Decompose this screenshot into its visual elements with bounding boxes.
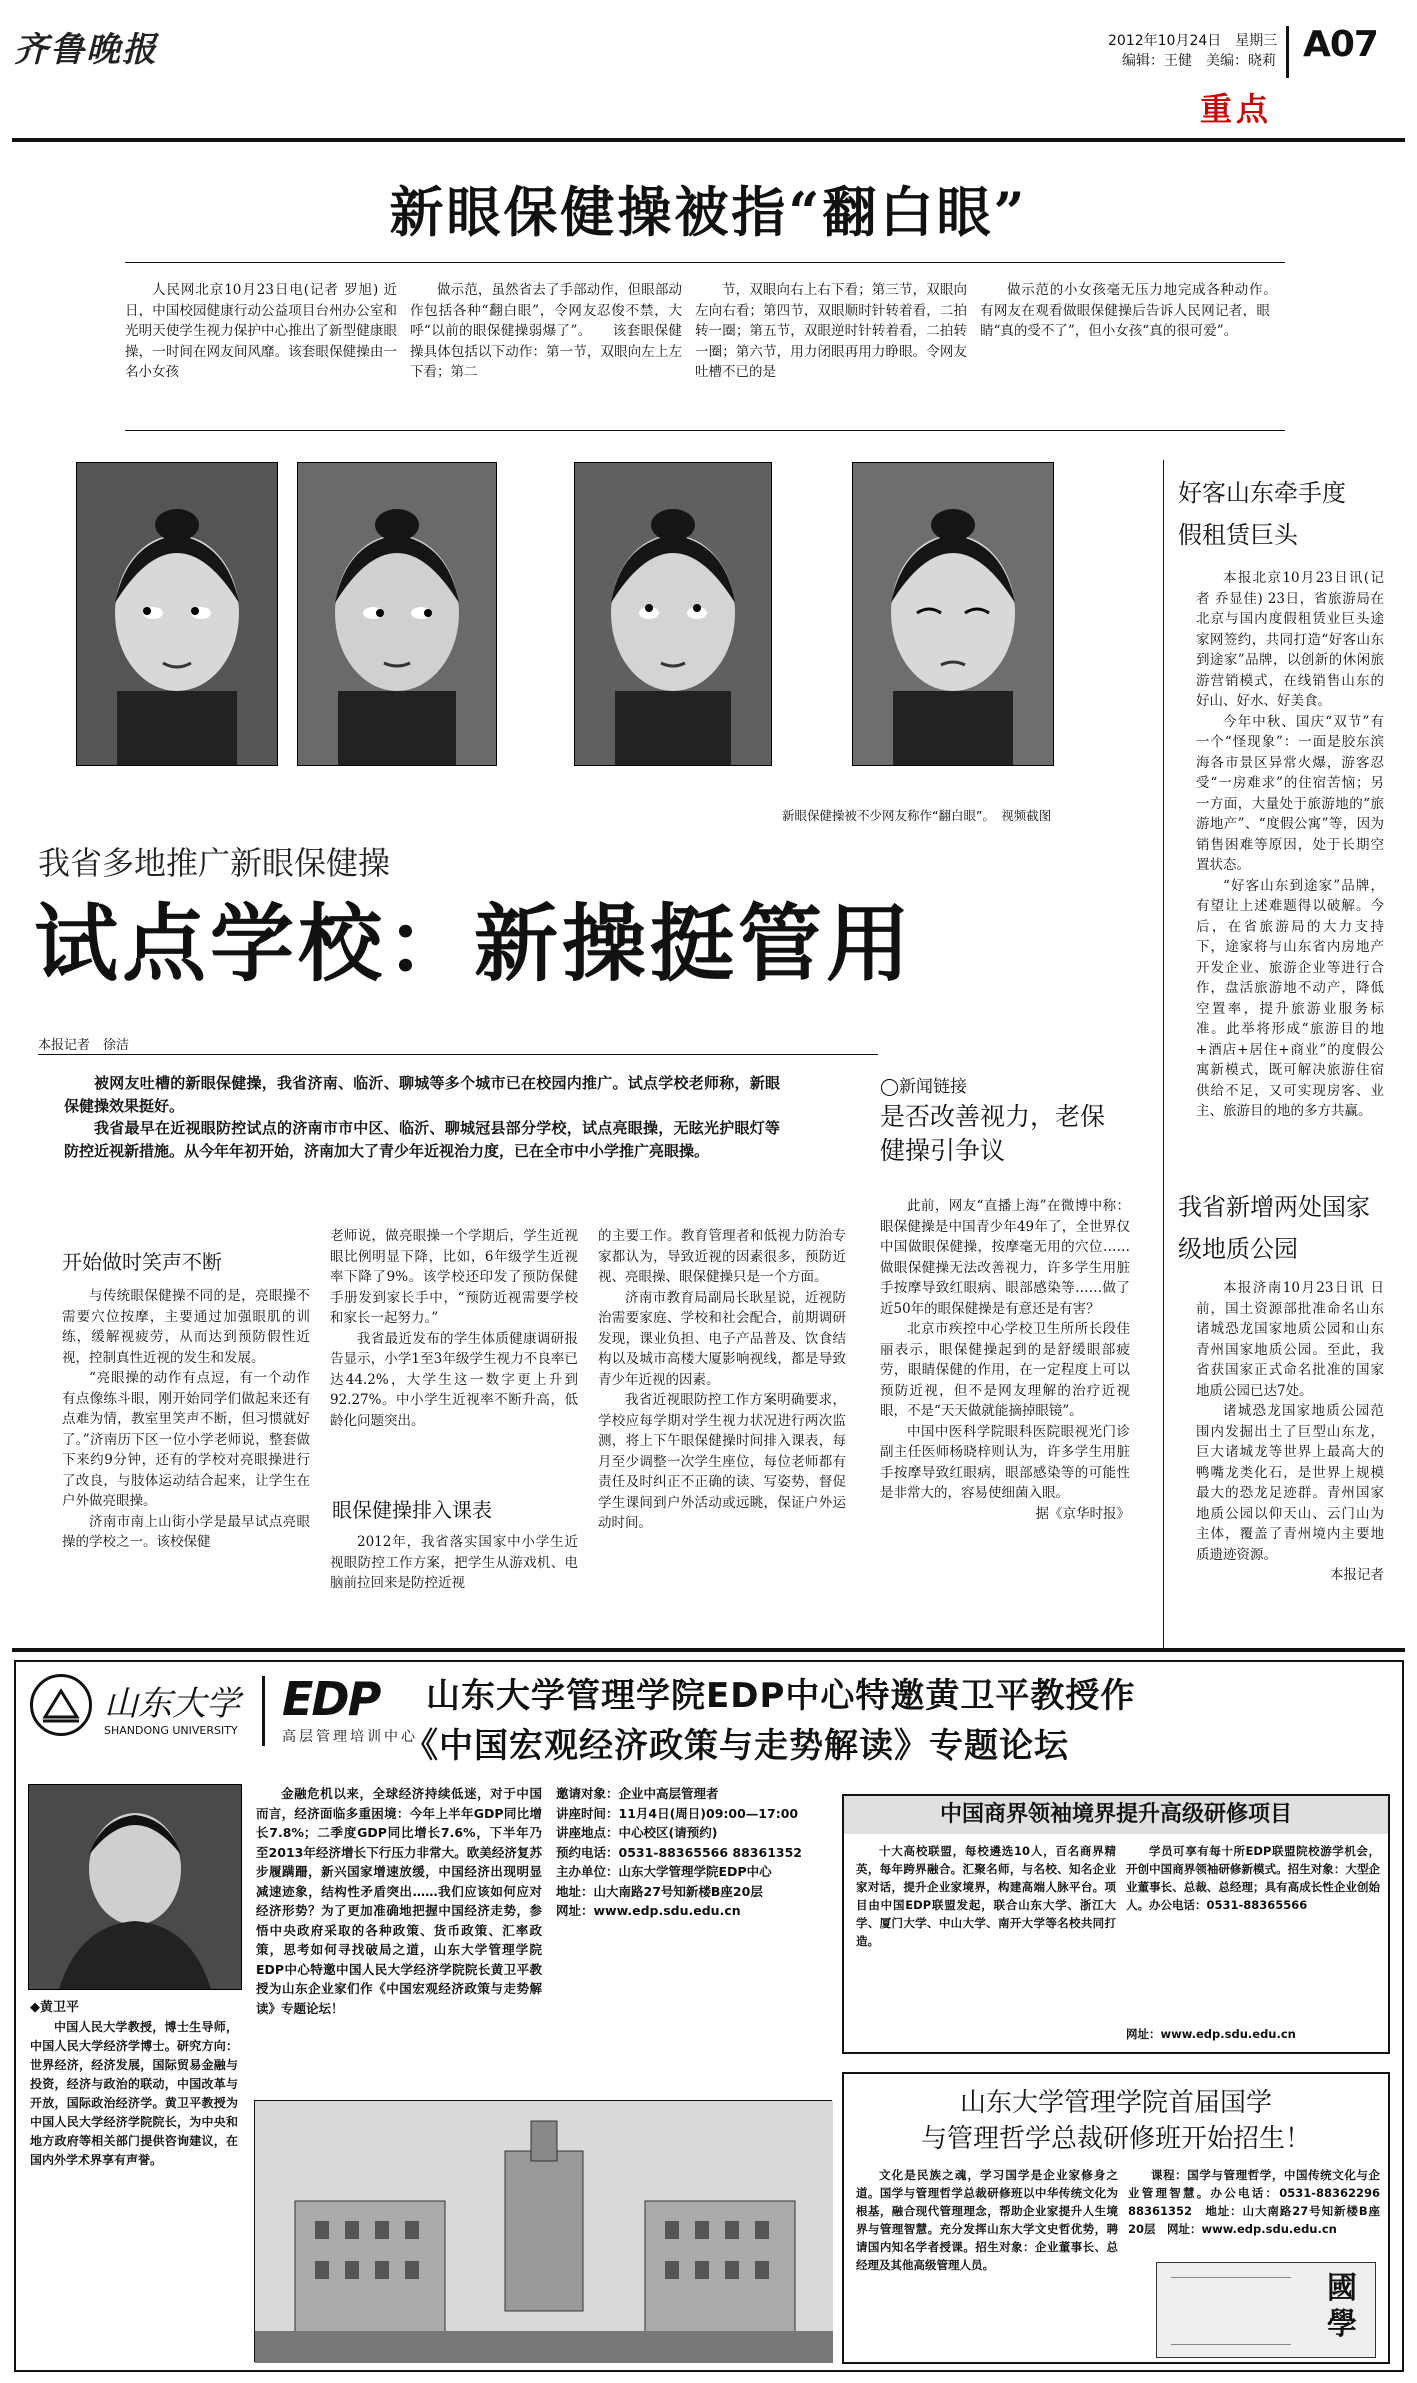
shandong-university-logo-icon (30, 1674, 92, 1736)
edp-logo: EDP (282, 1672, 380, 1726)
main-col-1: 与传统眼保健操不同的是，亮眼操不需要穴位按摩，主要通过加强眼肌的训练，缓解视疲劳，从而达到预防假性近视，控制真性近视的发生和发展。 “亮眼操的动作有点逗，有一个动作有点像练斗眼，刚开始同学们做起来还有点难为情，教室里笑声不断，但习惯就好了。”济南历下区一位小学老师说，整套做下来约9分钟，还有的学校对亮眼操进行了改良，与肢体运动结合起来，让学生在户外做亮眼操。 济南市南上山街小学是最早试点亮眼操的学校之一。该校保健 (62, 1288, 310, 1550)
main-kicker: 我省多地推广新眼保健操 (38, 844, 391, 882)
photo-girl-1 (76, 462, 278, 766)
speaker-name: ◆黄卫平 (30, 2000, 79, 2015)
masthead-logo: 齐鲁晚报 (14, 30, 158, 70)
news-link-headline: 是否改善视力，老保健操引争议 (880, 1102, 1106, 1165)
university-name-cn: 山东大学 (104, 1684, 240, 1724)
photo-girl-3 (574, 462, 772, 766)
forum-details: 邀请对象：企业中高层管理者 讲座时间：11月4日(周日)09:00—17:00 讲座地点：中心校区(请预约) 预约电话：0531-88365566 88361352 主办单位：山东大学管理学院EDP中心 地址：山大南路27号知新楼B座20层 网址：www.edp.sdu.edu.cn (556, 1786, 802, 1918)
masthead-editors: 编辑：王健 美编：晓莉 (1122, 53, 1276, 69)
university-name-en: SHANDONG UNIVERSITY (104, 1724, 238, 1737)
ad-title-2: 《中国宏观经济政策与走势解读》专题论坛 (404, 1726, 1069, 1766)
masthead-date: 2012年10月24日 星期三 (1108, 33, 1278, 49)
news-link-body: 此前，网友“直播上海”在微博中称：眼保健操是中国青少年49年了，全世界仅中国做眼保健操，按摩毫无用的穴位……做眼保健操无法改善视力，许多学生用脏手按摩导致红眼病、眼部感染等……做了近50年的眼保健操是有意还是有害？ 北京市疾控中心学校卫生所所长段佳丽表示，眼保健操起到的是舒缓眼部疲劳，眼睛保健的作用，在一定程度上可以预防近视，但不是网友理解的治疗近视眼，不是“天天做就能摘掉眼镜”。 中国中医科学院眼科医院眼视光门诊副主任医师杨晓梓则认为，许多学生用脏手按摩导致红眼病，眼部感染等的可能性是非常大的，容易使细菌入眼。 据《京华时报》 (880, 1198, 1130, 1522)
right-story-1-body: 本报北京10月23日讯(记者 乔显佳) 23日，省旅游局在北京与国内度假租赁业巨头途家网签约，共同打造“好客山东到途家”品牌，以创新的休闲旅游营销模式，在线销售山东的好山、好水、好美食。 今年中秋、国庆“双节”有一个“怪现象”：一面是胶东滨海各市景区异常火爆，游客忍受“一房难求”的住宿苦恼；另一方面，大量处于旅游地的“旅游地产”、“度假公寓”等，因为销售困难等原因，处于长期空置状态。 “好客山东到途家”品牌，有望让上述难题得以破解。今后，在省旅游局的大力支持下，途家将与山东省内房地产开发企业、旅游企业等进行合作，盘活旅游地不动产，降低空置率，提升旅游业服务标准。此举将形成“旅游目的地+酒店+居住+商业”的度假公寓新模式，既可解决旅游住宿供给不足，又可实现房客、业主、旅游目的地的多方共赢。 (1196, 570, 1384, 1119)
ad-title-1: 山东大学管理学院EDP中心特邀黄卫平教授作 (426, 1676, 1136, 1716)
right-story-2-body: 本报济南10月23日讯 日前，国土资源部批准命名山东诸城恐龙国家地质公园和山东青州国家地质公园。至此，我省获国家正式命名批准的国家地质公园已达7处。 诸城恐龙国家地质公园范围内发掘出土了巨型山东龙，巨大诸城龙等世界上最高大的鸭嘴龙类化石，是世界上规模最大的恐龙足迹群。青州国家地质公园以仰天山、云门山为主体，覆盖了青州境内主要地质遗迹资源。 本报记者 (1196, 1280, 1384, 1583)
main-col-3: 的主要工作。教育管理者和低视力防治专家都认为，导致近视的因素很多，预防近视、亮眼操、眼保健操只是一个方面。 济南市教育局副局长耿星说，近视防治需要家庭、学校和社会配合，前期调研发现，课业负担、电子产品普及、饮食结构以及城市高楼大厦影响视线，都是导致青少年近视的因素。 我省近视眼防控工作方案明确要求，学校应每学期对学生视力状况进行两次监测，将上下午眼保健操时间排入课表，每月至少调整一次学生座位，每位老师都有责任及时纠正不正确的读、写姿势，督促学生课间到户外活动或远眺，保证户外运动时间。 (598, 1228, 846, 1531)
main-col-2: 老师说，做亮眼操一个学期后，学生近视眼比例明显下降，比如，6年级学生近视率下降了9%。该学校还印发了预防保健手册发到家长手中，“预防近视需要学校和家长一起努力。” 我省最近发布的学生体质健康调研报告显示，小学1至3年级学生视力不良率已达44.2%，大学生这一数字更上升到92.27%。中小学生近视率不断升高，低龄化问题突出。 (330, 1228, 578, 1429)
subhead-2: 眼保健操排入课表 (332, 1498, 492, 1522)
program-box-2-right: 课程：国学与管理哲学，中国传统文化与企业管理智慧。办公电话：0531-88362296 88361352 地址：山大南路27号知新楼B座20层 网址：www.edp.sdu.edu.cn (1128, 2168, 1380, 2236)
program-box-2-title-2: 与管理哲学总裁研修班开始招生！ (920, 2124, 1311, 2154)
photo-caption: 新眼保健操被不少网友称作“翻白眼”。 视频截图 (782, 808, 1052, 823)
edp-subtitle: 高层管理培训中心 (282, 1729, 418, 1745)
lead-col-3: 节，双眼向右上右下看；第三节，双眼向左向右看；第四节，双眼顺时针转着看，二拍转一圈；第五节，双眼逆时针转着看，二拍转一圈；第六节，用力闭眼再用力睁眼。令网友吐槽不已的是 (695, 282, 967, 380)
speaker-photo (28, 1784, 242, 1990)
speaker-bio: 中国人民大学教授，博士生导师，中国人民大学经济学博士。研究方向：世界经济，经济发展，国际贸易金融与投资，经济与政治的联动，中国改革与开放，国际政治经济学。黄卫平教授为中国人民大学经济学院院长，为中央和地方政府等相关部门提供咨询建议，在国内外学术界享有声誉。 (30, 2020, 238, 2167)
main-col-2b: 2012年，我省落实国家中小学生近视眼防控工作方案，把学生从游戏机、电脑前拉回来是防控近视 (330, 1534, 578, 1591)
masthead-rule (12, 138, 1405, 142)
section-label: 重点 (1200, 90, 1273, 128)
photo-girl-4 (852, 462, 1054, 766)
lead-col-1: 人民网北京10月23日电(记者 罗旭) 近日，中国校园健康行动公益项目台州办公室和光明天使学生视力保护中心推出了新型健康眼操，一时间在网友间风靡。该套眼保健操由一名小女孩 (125, 282, 397, 380)
right-story-1-headline: 好客山东牵手度假租赁巨头 (1178, 479, 1346, 549)
campus-illustration (254, 2100, 832, 2362)
main-intro: 被网友吐槽的新眼保健操，我省济南、临沂、聊城等多个城市已在校园内推广。试点学校老师称，新眼保健操效果挺好。 我省最早在近视眼防控试点的济南市市中区、临沂、聊城冠县部分学校，试点亮眼操，无眩光护眼灯等防控近视新措施。从今年年初开始，济南加大了青少年近视治力度，已在全市中小学推广亮眼操。 (64, 1074, 780, 1160)
page-number: A07 (1303, 24, 1378, 65)
program-box-2-title-1: 山东大学管理学院首届国学 (959, 2088, 1272, 2118)
program-box-1-right: 学员可享有每十所EDP联盟院校游学机会，开创中国商界领袖研修新模式。招生对象：大型企业董事长、总裁、总经理；具有高成长性企业创始人。办公电话：0531-88365566 (1126, 1844, 1380, 1912)
program-box-1-url: 网址：www.edp.sdu.edu.cn (1126, 2027, 1296, 2041)
lead-col-4: 做示范的小女孩毫无压力地完成各种动作。 有网友在观看做眼保健操后告诉人民网记者，眼睛“真的受不了”，但小女孩“真的很可爱”。 (980, 282, 1297, 339)
right-story-2-headline: 我省新增两处国家级地质公园 (1178, 1193, 1370, 1263)
program-box-1-title: 中国商界领袖境界提升高级研修项目 (844, 1796, 1388, 1834)
forum-text: 金融危机以来，全球经济持续低迷，对于中国而言，经济面临多重困境：今年上半年GDP同比增长7.8%；二季度GDP同比增长7.6%，下半年乃至2013年经济增长下行压力非常大。欧美经济复苏步履蹒跚，新兴国家增速放缓，中国经济出现明显减速迹象，结构性矛盾突出……我们应该如何应对经济形势？为了更加准确地把握中国经济走势，参悟中央政府采取的各种政策、货币政策、汇率政策，思考如何寻找破局之道，山东大学管理学院EDP中心特邀中国人民大学经济学院院长黄卫平教授为山东企业家们作《中国宏观经济政策与走势解读》专题论坛！ (256, 1786, 542, 2016)
news-link-tag: ◯新闻链接 (880, 1077, 968, 1097)
program-box-1-left: 十大高校联盟，每校遴选10人，百名商界精英，每年跨界融合。汇聚名师，与名校、知名企业家对话，提升企业家境界，构建高端人脉平台。项目由中国EDP联盟发起，联合山东大学、浙江大学、厦门大学、中山大学、南开大学等名校共同打造。 (856, 1844, 1116, 1948)
program-box-2-left: 文化是民族之魂，学习国学是企业家修身之道。国学与管理哲学总裁研修班以中华传统文化为根基，融合现代管理理念，帮助企业家提升人生境界与管理智慧。充分发挥山东大学文史哲优势，聘请国内知名学者授课。招生对象：企业董事长、总经理及其他高级管理人员。 (856, 2168, 1118, 2272)
main-byline: 本报记者 徐洁 (38, 1038, 130, 1053)
guoxue-calligraphy-image: 國學 (1156, 2262, 1376, 2358)
lead-col-2: 做示范，虽然省去了手部动作，但眼部动作包括各种“翻白眼”，令网友忍俊不禁，大呼“以前的眼保健操弱爆了”。 该套眼保健操具体包括以下动作：第一节，双眼向左上左下看；第二 (410, 282, 682, 380)
lead-headline: 新眼保健操被指“翻白眼” (389, 180, 1028, 244)
photo-girl-2 (297, 462, 497, 766)
main-headline: 试点学校：新操挺管用 (34, 894, 915, 993)
subhead-1: 开始做时笑声不断 (62, 1250, 222, 1274)
